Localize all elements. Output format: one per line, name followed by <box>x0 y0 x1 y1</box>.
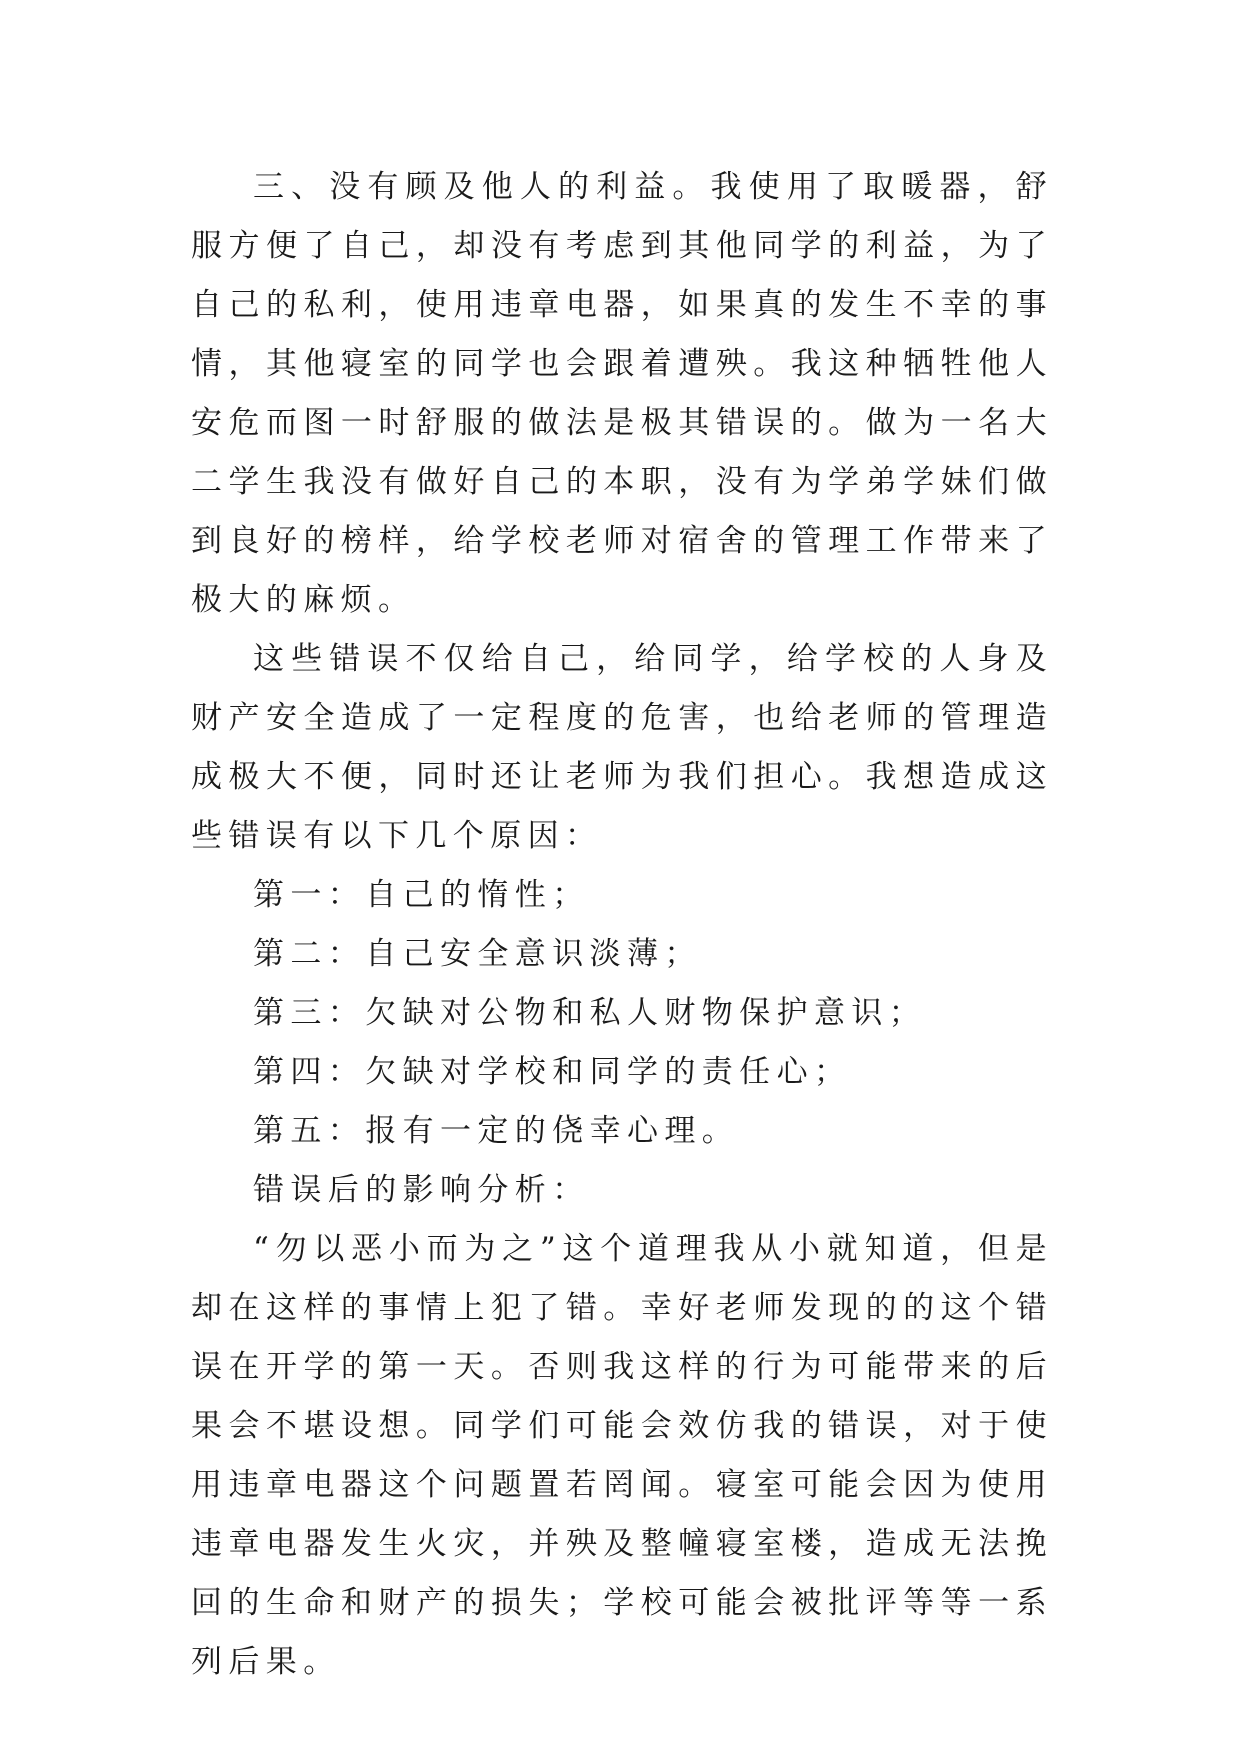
paragraph-third-point: 三、没有顾及他人的利益。我使用了取暖器，舒服方便了自己，却没有考虑到其他同学的利益，为了自己的私利，使用违章电器，如果真的发生不幸的事情，其他寝室的同学也会跟着遭殃。我这种牺牲他人安危而图一时舒服的做法是极其错误的。做为一名大二学生我没有做好自己的本职，没有为学弟学妹们做到良好的榜样，给学校老师对宿舍的管理工作带来了极大的麻烦。 <box>191 169 1053 618</box>
paragraph-consequences-intro: 这些错误不仅给自己，给同学，给学校的人身及财产安全造成了一定程度的危害，也给老师的管理造成极大不便，同时还让老师为我们担心。我想造成这些错误有以下几个原因： <box>191 641 1053 854</box>
section-heading-impact: 错误后的影响分析： <box>253 1172 590 1208</box>
list-item-reason-4: 第四：欠缺对学校和同学的责任心； <box>253 1054 852 1090</box>
list-item-reason-1: 第一：自己的惰性； <box>253 877 590 913</box>
list-item-reason-5: 第五：报有一定的侥幸心理。 <box>253 1113 740 1149</box>
paragraph-impact-analysis: “勿以恶小而为之”这个道理我从小就知道，但是却在这样的事情上犯了错。幸好老师发现的的这个错误在开学的第一天。否则我这样的行为可能带来的后果会不堪设想。同学们可能会效仿我的错误，对于使用违章电器这个问题置若罔闻。寝室可能会因为使用违章电器发生火灾，并殃及整幢寝室楼，造成无法挽回的生命和财产的损失；学校可能会被批评等等一系列后果。 <box>191 1231 1053 1680</box>
list-item-reason-3: 第三：欠缺对公物和私人财物保护意识； <box>253 995 927 1031</box>
list-item-reason-2: 第二：自己安全意识淡薄； <box>253 936 702 972</box>
document-body <box>191 158 1053 1692</box>
